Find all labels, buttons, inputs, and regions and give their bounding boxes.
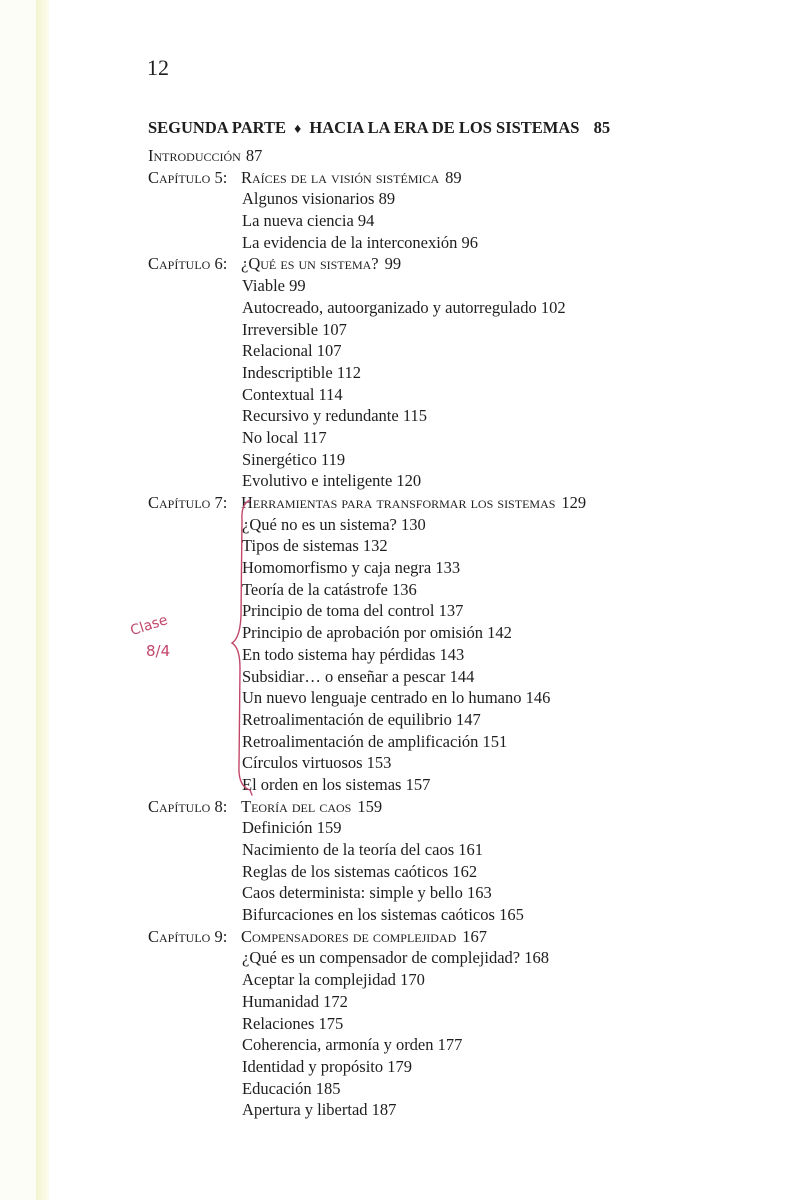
section-page: 144 — [449, 666, 475, 686]
toc-section — [148, 449, 708, 471]
chapter-label: Capítulo 8: — [148, 796, 228, 816]
section-entry — [242, 882, 492, 904]
diamond-separator-icon: ♦ — [294, 122, 302, 137]
page-number: 12 — [147, 55, 169, 80]
chapter-label: Capítulo 7: — [148, 493, 228, 512]
section-title: Contextual — [242, 384, 315, 404]
section-entry — [242, 470, 421, 492]
section-title: Apertura y libertad — [242, 1100, 368, 1120]
section-page: 102 — [540, 297, 566, 317]
section-page: 119 — [320, 449, 346, 469]
section-entry — [242, 275, 306, 297]
section-entry — [242, 1078, 341, 1100]
section-entry — [242, 319, 347, 341]
part-header — [148, 116, 648, 142]
section-title: Coherencia, armonía y orden — [242, 1035, 434, 1055]
section-entry — [242, 709, 481, 731]
toc-section — [148, 232, 708, 254]
section-title: Principio de toma del control — [242, 601, 435, 621]
toc-section — [148, 1013, 708, 1035]
chapter-page: 159 — [357, 796, 383, 816]
toc-section — [148, 861, 708, 883]
chapter-title-text: ¿Qué es un sistema? — [241, 254, 379, 274]
toc-chapter — [148, 167, 708, 189]
section-entry — [242, 839, 483, 861]
section-entry — [242, 535, 388, 557]
section-page: 112 — [336, 362, 361, 382]
section-entry — [242, 969, 425, 991]
section-title: No local — [242, 427, 299, 447]
section-page: 151 — [482, 731, 508, 751]
toc-section — [148, 882, 708, 904]
section-entry — [242, 405, 427, 427]
section-entry — [242, 232, 478, 254]
part-title: HACIA LA ERA DE LOS SISTEMAS — [309, 118, 580, 137]
section-title: Retroalimentación de amplificación — [242, 731, 479, 751]
section-title: Humanidad — [242, 991, 319, 1011]
toc-section — [148, 947, 708, 969]
section-entry — [242, 622, 512, 644]
toc-chapter — [148, 926, 708, 948]
section-title: Reglas de los sistemas caóticos — [242, 861, 449, 881]
section-entry — [242, 427, 327, 449]
svg-text:8/4: 8/4 — [146, 642, 171, 660]
chapter-page: 89 — [445, 167, 462, 187]
svg-text:Clase: Clase — [128, 612, 170, 640]
chapter-label: Capítulo 6: — [148, 254, 228, 274]
section-entry — [242, 861, 477, 883]
section-page: 185 — [315, 1078, 341, 1098]
section-entry — [242, 1056, 412, 1078]
section-entry — [242, 904, 524, 926]
section-entry — [242, 991, 348, 1013]
section-page: 179 — [387, 1056, 413, 1076]
section-title: Relaciones — [242, 1013, 315, 1033]
section-entry — [242, 817, 341, 839]
chapter-title-text: Herramientas para transformar los sistemas — [241, 493, 556, 512]
toc-section — [148, 817, 708, 839]
section-title: Aceptar la complejidad — [242, 970, 396, 990]
section-entry — [242, 947, 549, 969]
section-title: ¿Qué es un compensador de complejidad? — [242, 948, 521, 968]
toc-section — [148, 319, 708, 341]
toc-section — [148, 297, 708, 319]
section-entry — [242, 774, 430, 796]
section-entry — [242, 384, 343, 406]
section-title: Teoría de la catástrofe — [242, 579, 388, 599]
section-title: Un nuevo lenguaje centrado en lo humano — [242, 688, 522, 708]
section-page: 161 — [458, 840, 483, 859]
chapter-title-text: Compensadores de complejidad — [241, 926, 457, 946]
section-entry — [242, 557, 460, 579]
section-page: 177 — [437, 1035, 463, 1055]
section-title: Retroalimentación de equilibrio — [242, 709, 452, 729]
toc-section — [148, 210, 708, 232]
section-entry — [242, 687, 550, 709]
chapter-label: Capítulo 9: — [148, 926, 228, 946]
page-margin — [0, 0, 36, 1200]
section-title: La nueva ciencia — [242, 211, 354, 231]
section-page: 157 — [405, 774, 431, 794]
section-title: Algunos visionarios — [242, 189, 375, 209]
section-title: Viable — [242, 276, 285, 296]
section-title: Indescriptible — [242, 362, 333, 382]
section-page: 99 — [289, 276, 306, 296]
section-entry — [242, 644, 464, 666]
section-page: 165 — [499, 905, 524, 925]
section-entry — [242, 579, 417, 601]
section-title: Recursivo y redundante — [242, 406, 399, 426]
section-page: 146 — [525, 688, 551, 708]
toc-section — [148, 969, 708, 991]
toc-section — [148, 991, 708, 1013]
chapter-title — [241, 167, 462, 189]
section-page: 168 — [524, 948, 549, 968]
section-title: En todo sistema hay pérdidas — [242, 644, 436, 664]
section-entry — [242, 514, 426, 536]
toc-section — [148, 188, 708, 210]
section-page: 132 — [362, 536, 388, 556]
section-entry — [242, 752, 391, 774]
section-page: 170 — [400, 970, 425, 990]
section-page: 133 — [435, 558, 461, 578]
chapter-title-text: Raíces de la visión sistémica — [241, 167, 440, 187]
chapter-page: 129 — [561, 493, 587, 512]
section-page: 130 — [401, 514, 426, 534]
section-page: 162 — [452, 861, 478, 881]
toc-chapter — [148, 253, 708, 275]
section-page: 147 — [455, 709, 481, 729]
chapter-title — [241, 796, 382, 818]
handwritten-brace-annotation — [226, 498, 256, 798]
section-title: Evolutivo e inteligente — [242, 471, 393, 491]
section-title: Irreversible — [242, 319, 319, 339]
section-title: Nacimiento de la teoría del caos — [242, 840, 455, 859]
section-entry — [242, 1013, 343, 1035]
section-page: 175 — [318, 1013, 344, 1033]
section-page: 153 — [366, 753, 392, 773]
section-title: Círculos virtuosos — [242, 753, 363, 773]
section-page: 143 — [439, 644, 465, 664]
section-page: 163 — [467, 883, 492, 903]
toc-section — [148, 904, 708, 926]
chapter-page: 99 — [384, 254, 402, 274]
section-title: Sinergético — [242, 449, 317, 469]
toc-section — [148, 470, 708, 492]
section-title: Principio de aprobación por omisión — [242, 623, 484, 643]
section-title: Tipos de sistemas — [242, 536, 359, 556]
section-title: Subsidiar… o enseñar a pescar — [242, 666, 446, 686]
section-title: Caos determinista: simple y bello — [242, 883, 463, 903]
toc-section — [148, 1034, 708, 1056]
toc-section — [148, 340, 708, 362]
section-title: Relacional — [242, 341, 313, 361]
section-page: 94 — [357, 211, 375, 231]
introduction-title: Introducción — [148, 146, 241, 165]
section-page: 137 — [438, 601, 464, 621]
chapter-title — [241, 492, 586, 514]
section-entry — [242, 449, 345, 471]
section-entry — [242, 210, 374, 232]
section-entry — [242, 340, 341, 362]
section-title: Definición — [242, 818, 313, 838]
section-entry — [242, 1099, 396, 1121]
toc-chapter — [148, 796, 708, 818]
toc-section — [148, 427, 708, 449]
introduction-page: 87 — [245, 146, 263, 165]
chapter-title — [241, 926, 487, 948]
section-title: Autocreado, autoorganizado y autorregulado — [242, 297, 537, 317]
section-entry — [242, 188, 395, 210]
section-page: 107 — [316, 341, 342, 361]
page-binding-edge — [36, 0, 49, 1200]
toc-introduction — [148, 145, 708, 167]
section-entry — [242, 297, 566, 319]
toc-section — [148, 405, 708, 427]
section-title: La evidencia de la interconexión — [242, 232, 458, 252]
section-title: ¿Qué no es un sistema? — [242, 514, 397, 534]
section-page: 89 — [378, 189, 396, 209]
handwritten-note-clase — [128, 608, 188, 668]
section-title: Educación — [242, 1078, 312, 1098]
section-page: 159 — [316, 818, 342, 838]
chapter-label: Capítulo 5: — [148, 167, 228, 187]
section-page: 117 — [302, 427, 327, 447]
toc-section — [148, 275, 708, 297]
section-entry — [242, 731, 507, 753]
section-page: 96 — [461, 232, 478, 252]
section-page: 115 — [402, 406, 427, 426]
section-title: Bifurcaciones en los sistemas caóticos — [242, 905, 495, 925]
section-entry — [242, 362, 361, 384]
section-entry — [242, 1034, 462, 1056]
section-page: 107 — [322, 319, 347, 339]
section-entry — [242, 600, 463, 622]
chapter-title-text: Teoría del caos — [241, 796, 352, 816]
part-page: 85 — [593, 118, 611, 137]
section-title: Identidad y propósito — [242, 1056, 384, 1076]
section-entry — [242, 666, 474, 688]
toc-section — [148, 839, 708, 861]
section-page: 114 — [318, 384, 343, 404]
section-title: El orden en los sistemas — [242, 774, 402, 794]
section-page: 172 — [323, 991, 348, 1011]
section-page: 120 — [396, 471, 422, 491]
toc-section — [148, 1056, 708, 1078]
section-page: 136 — [392, 579, 417, 599]
chapter-page: 167 — [462, 926, 488, 946]
toc-section — [148, 1099, 708, 1121]
part-label: SEGUNDA PARTE — [148, 118, 287, 137]
toc-section — [148, 1078, 708, 1100]
toc-section — [148, 384, 708, 406]
section-page: 142 — [487, 623, 512, 643]
section-page: 187 — [371, 1100, 397, 1120]
toc-section — [148, 362, 708, 384]
section-title: Homomorfismo y caja negra — [242, 558, 432, 578]
introduction-entry — [148, 146, 262, 165]
chapter-title — [241, 253, 401, 275]
